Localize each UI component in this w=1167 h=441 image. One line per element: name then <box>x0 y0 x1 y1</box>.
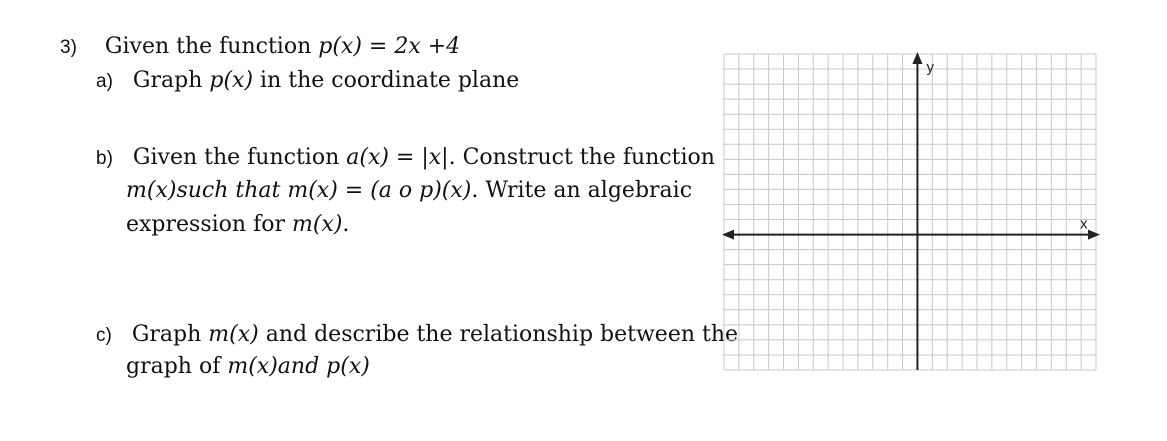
part-c-and: and <box>277 354 320 379</box>
stem-function-expression: p(x) = 2x +4 <box>318 34 461 59</box>
part-c-line2-text: graph of <box>126 354 221 379</box>
part-b-line3-expr: m(x) <box>291 212 343 237</box>
part-c-line-1 <box>96 320 738 351</box>
part-c-expr-m: m(x) <box>208 322 259 347</box>
part-b-label: b) <box>96 148 113 169</box>
part-a <box>96 66 519 97</box>
part-c-line2-expr-m: m(x) <box>227 354 278 379</box>
part-b-line-2 <box>126 176 692 206</box>
part-b-such-that: such that <box>176 178 281 203</box>
question-stem <box>60 32 460 63</box>
y-axis-label: y <box>926 59 934 76</box>
coordinate-plane[interactable] <box>720 48 1104 374</box>
part-c-label: c) <box>96 325 112 346</box>
part-c-line2-expr-p: p(x) <box>326 354 370 379</box>
part-b-line-3 <box>126 210 349 240</box>
part-b-line3-text: expression for <box>126 212 285 237</box>
part-b-line2-tail: . Write an algebraic <box>471 178 693 203</box>
part-b-line-1 <box>96 143 715 174</box>
part-c-line1-tail: and describe the relationship between the <box>265 322 739 347</box>
part-a-text-2: in the coordinate plane <box>260 68 520 93</box>
part-b-line3-tail: . <box>342 212 350 237</box>
part-a-expr: p(x) <box>209 68 254 93</box>
x-axis-label: x <box>1080 215 1088 233</box>
part-c-line1-text: Graph <box>131 322 202 347</box>
question-number: 3) <box>60 37 77 58</box>
part-b-abs-expr: a(x) = |x| <box>346 145 449 170</box>
part-a-text-1: Graph <box>132 68 203 93</box>
part-c-line-2 <box>126 352 370 382</box>
axes <box>722 52 1100 370</box>
part-b-expr-m: m(x) <box>126 178 177 203</box>
stem-lead-text: Given the function <box>104 34 312 59</box>
part-b-line1-tail: . Construct the function <box>448 145 715 170</box>
part-a-label: a) <box>96 71 113 92</box>
x-axis-arrow-right <box>1088 230 1100 240</box>
part-b-line1-text: Given the function <box>132 145 340 170</box>
grid-lines <box>724 54 1096 370</box>
part-b-composition-expr: m(x) = (a o p)(x) <box>287 178 472 203</box>
